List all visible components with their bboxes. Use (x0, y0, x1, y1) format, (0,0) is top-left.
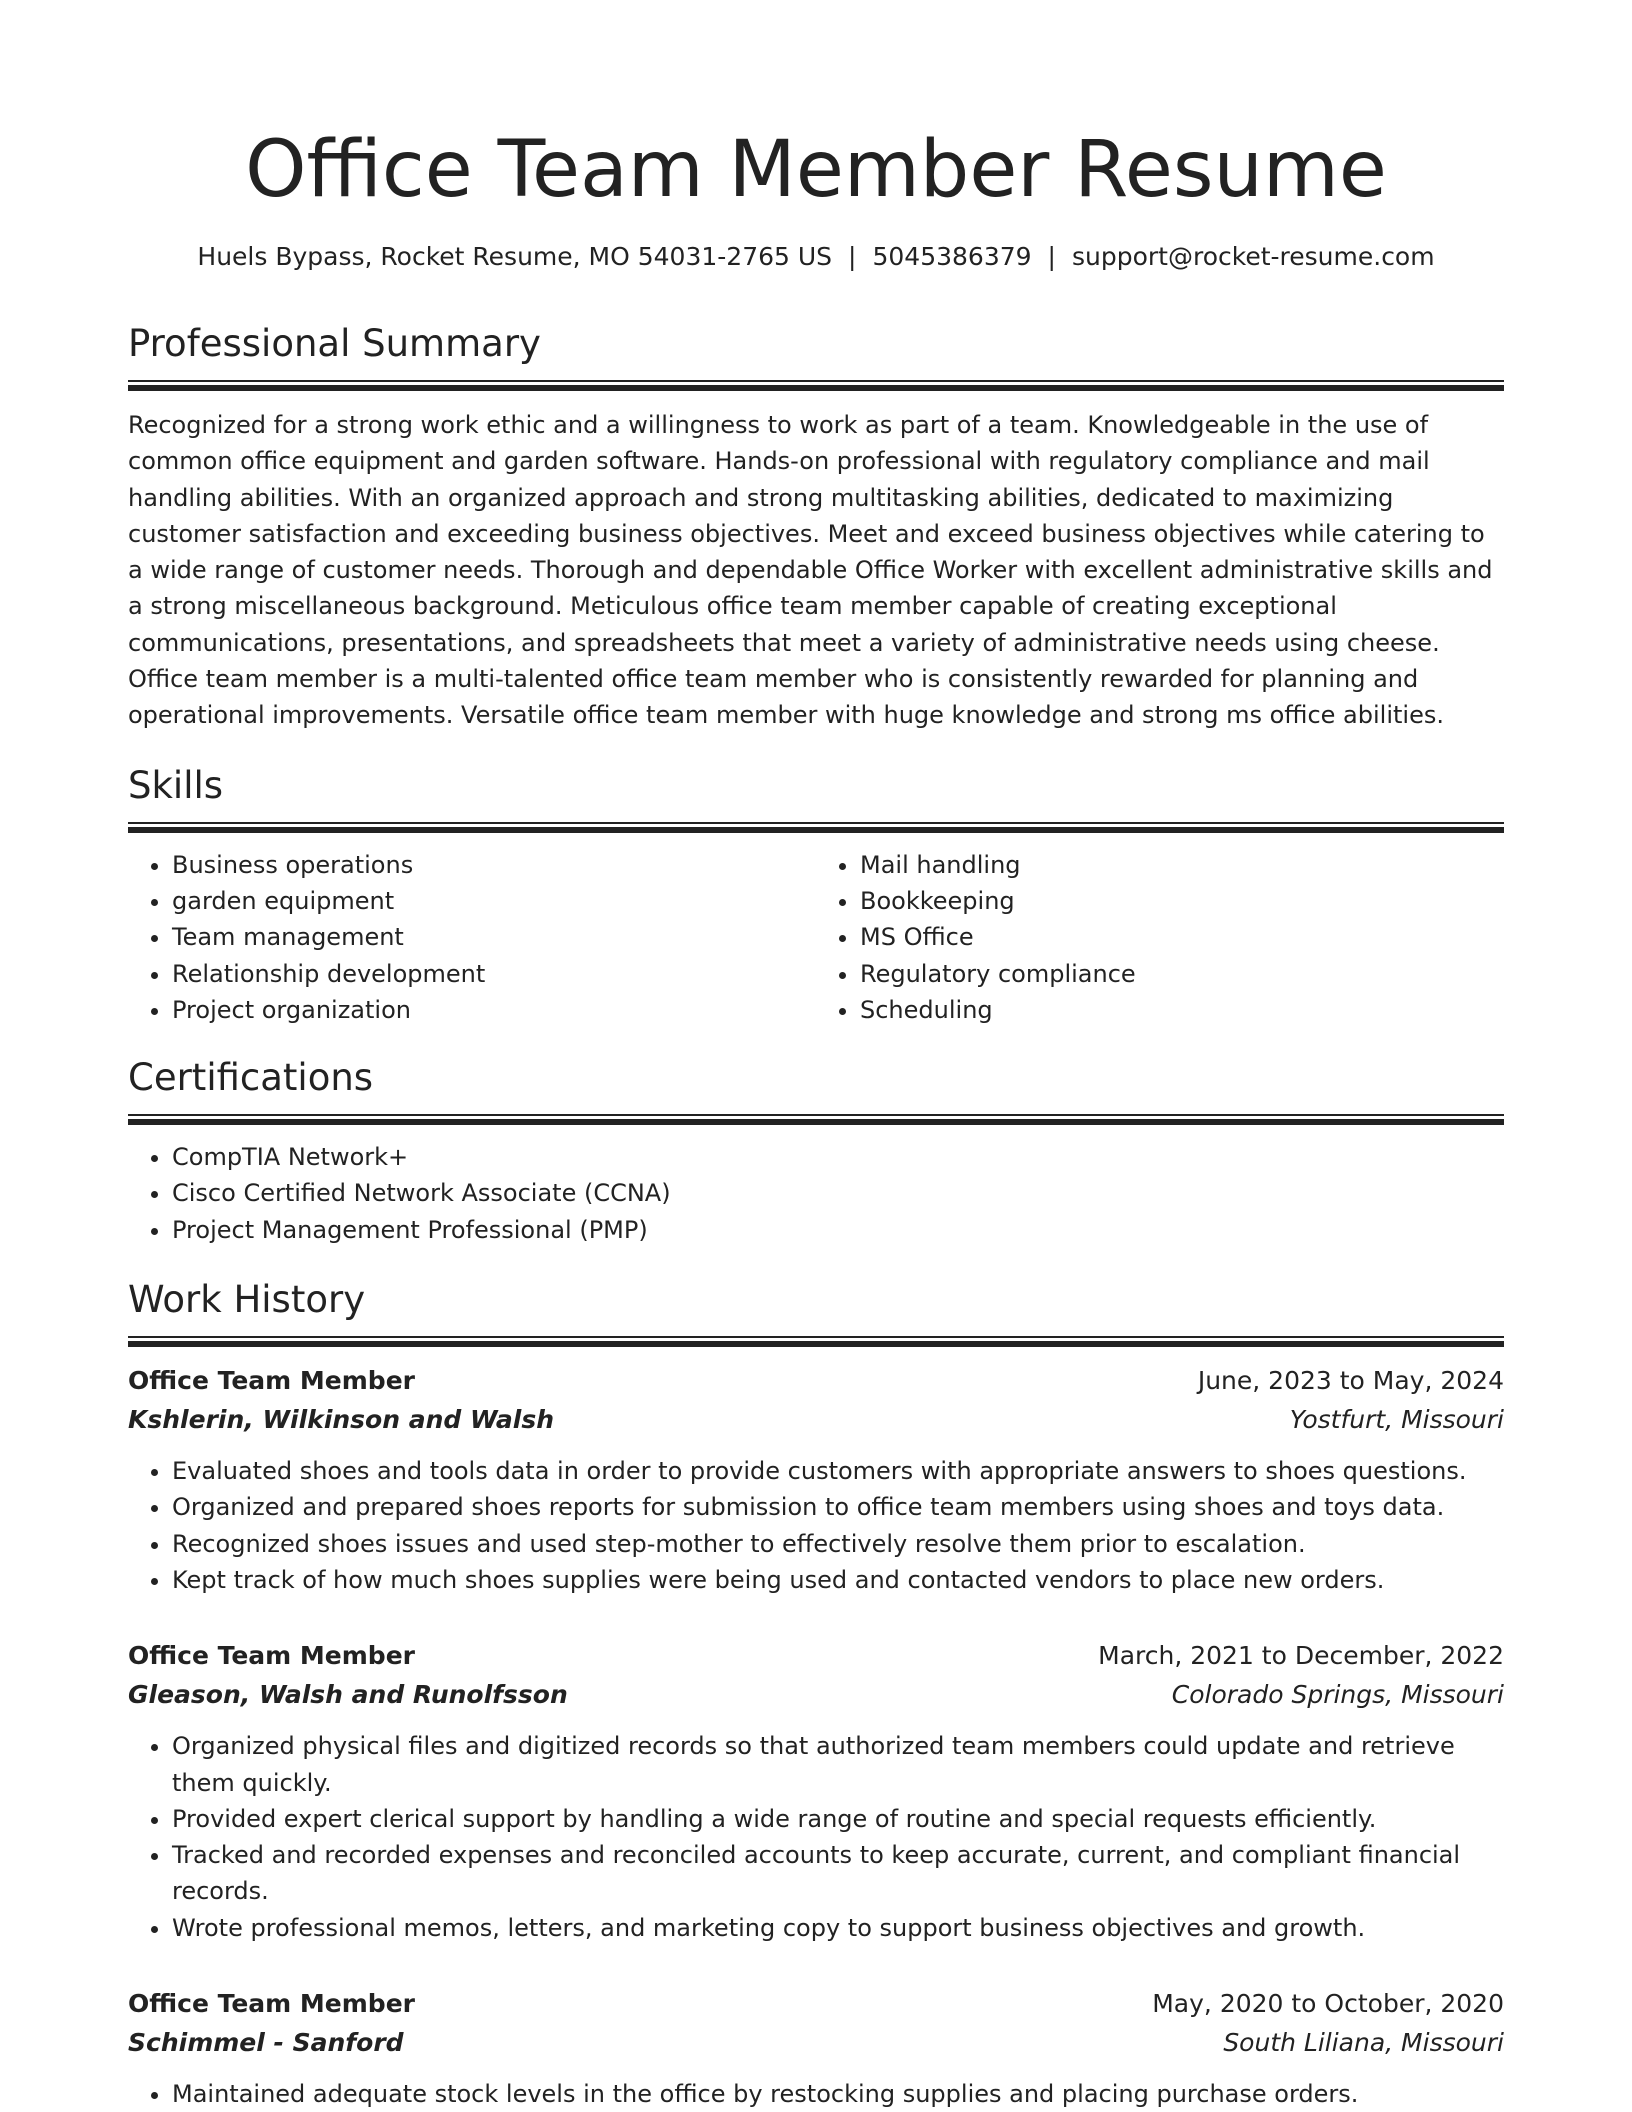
job-duty-item: • Organized physical files and digitized records so that authorized team members could update and retrieve them quickly. (172, 1728, 1504, 1801)
job-duties-list (128, 1728, 1504, 1946)
section-heading-work-history: Work History (128, 1278, 366, 1322)
job-duty-item: • Provided expert clerical support by handling a wide range of routine and special requests efficiently. (172, 1801, 1504, 1837)
job-dates: June, 2023 to May, 2024 (1197, 1366, 1504, 1396)
certification-item: • Project Management Professional (PMP) (172, 1212, 1504, 1248)
job-location: Yostfurt, Missouri (1289, 1405, 1504, 1435)
professional-summary-section (128, 320, 1504, 734)
job-duty-item: • Maintained adequate stock levels in the office by restocking supplies and placing purchase orders. (172, 2076, 1504, 2112)
job-duty-item: • Recognized shoes issues and used step-mother to effectively resolve them prior to escalation. (172, 1526, 1504, 1562)
contact-email[interactable]: support@rocket-resume.com (1071, 242, 1435, 271)
document-title: Office Team Member Resume (245, 125, 1387, 215)
job-duty-item: • Evaluated shoes and tools data in order to provide customers with appropriate answers to shoes questions. (172, 1453, 1504, 1489)
job-company: Gleason, Walsh and Runolfsson (128, 1680, 568, 1710)
section-divider (128, 1114, 1504, 1125)
section-divider (128, 1336, 1504, 1347)
job-header (128, 1636, 1504, 1675)
section-heading-summary: Professional Summary (128, 322, 541, 365)
job-duties-list (128, 1453, 1504, 1598)
work-history-section (128, 1276, 1504, 2112)
job-duty-item: • Kept track of how much shoes supplies were being used and contacted vendors to place new orders. (172, 1562, 1504, 1598)
job-dates: May, 2020 to October, 2020 (1152, 1989, 1504, 2019)
job-header (128, 1984, 1504, 2023)
job-entry (128, 1361, 1504, 1598)
job-subheader (128, 1400, 1504, 1439)
skills-grid (128, 847, 1504, 1028)
job-duty-item: • Tracked and recorded expenses and reconciled accounts to keep accurate, current, and compliant financial records. (172, 1837, 1504, 1910)
skill-item: • Project organization (172, 992, 816, 1028)
skill-item: • Business operations (172, 847, 816, 883)
job-subheader (128, 1675, 1504, 1714)
skill-item: • Regulatory compliance (860, 956, 1504, 992)
job-dates: March, 2021 to December, 2022 (1098, 1641, 1504, 1671)
contact-separator: | (848, 242, 857, 271)
contact-line (128, 240, 1504, 274)
job-title: Office Team Member (128, 1641, 415, 1671)
job-company: Kshlerin, Wilkinson and Walsh (128, 1405, 555, 1435)
job-company: Schimmel - Sanford (128, 2028, 404, 2058)
skill-item: • MS Office (860, 919, 1504, 955)
contact-separator: | (1047, 242, 1056, 271)
job-subheader (128, 2023, 1504, 2062)
skills-list-right (816, 847, 1504, 1028)
skill-item: • garden equipment (172, 883, 816, 919)
certifications-list (128, 1139, 1504, 1248)
job-entry (128, 1984, 1504, 2112)
contact-phone: 5045386379 (872, 242, 1032, 271)
summary-paragraph: Recognized for a strong work ethic and a willingness to work as part of a team. Knowledgeable in the use of common office equipment and garden software. Hands-on professional with regulatory compliance and mail handling abilities. With an organized approach and strong multitasking abilities, dedicated to maximizing customer satisfaction and exceeding business objectives. Meet and exceed business objectives while catering to a wide range of customer needs. Thorough and dependable Office Worker with excellent administrative skills and a strong miscellaneous background. Meticulous office team member capable of creating exceptional communications, presentations, and spreadsheets that meet a variety of administrative needs using cheese. Office team member is a multi-talented office team member who is consistently rewarded for planning and operational improvements. Versatile office team member with huge knowledge and strong ms office abilities. (128, 411, 1493, 730)
skill-item: • Bookkeeping (860, 883, 1504, 919)
skill-item: • Relationship development (172, 956, 816, 992)
job-duty-item: • Wrote professional memos, letters, and marketing copy to support business objectives and growth. (172, 1910, 1504, 1946)
skills-section (128, 762, 1504, 1028)
job-header (128, 1361, 1504, 1400)
job-title: Office Team Member (128, 1989, 415, 2019)
section-divider (128, 380, 1504, 391)
job-duty-item: • Organized and prepared shoes reports for submission to office team members using shoes and toys data. (172, 1489, 1504, 1525)
certifications-section (128, 1054, 1504, 1248)
skill-item: • Scheduling (860, 992, 1504, 1028)
section-heading-skills: Skills (128, 763, 224, 807)
certification-item: • Cisco Certified Network Associate (CCNA) (172, 1175, 1504, 1211)
skills-list-left (128, 847, 816, 1028)
certification-item: • CompTIA Network+ (172, 1139, 1504, 1175)
job-location: Colorado Springs, Missouri (1171, 1680, 1504, 1710)
job-location: South Liliana, Missouri (1223, 2028, 1504, 2058)
section-divider (128, 822, 1504, 833)
job-duties-list (128, 2076, 1504, 2112)
contact-address: Huels Bypass, Rocket Resume, MO 54031-2765 US (197, 242, 833, 271)
job-entry (128, 1636, 1504, 1946)
skill-item: • Team management (172, 919, 816, 955)
section-heading-certifications: Certifications (128, 1056, 374, 1100)
skill-item: • Mail handling (860, 847, 1504, 883)
job-title: Office Team Member (128, 1366, 415, 1396)
